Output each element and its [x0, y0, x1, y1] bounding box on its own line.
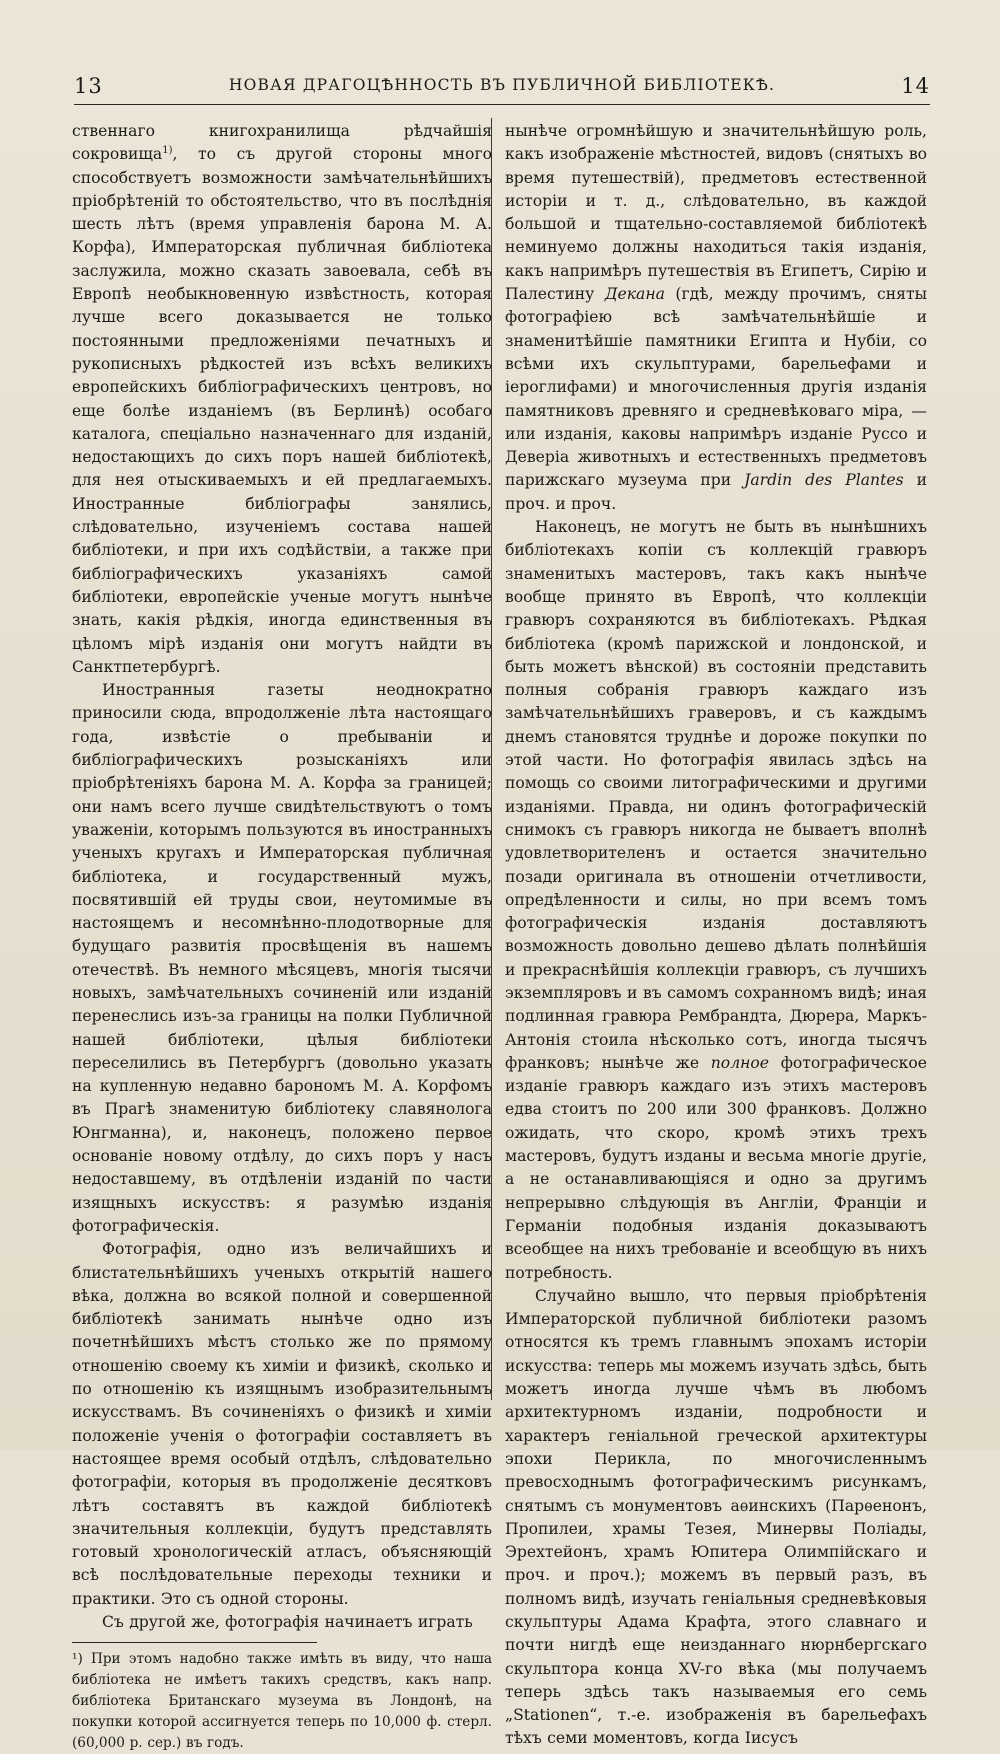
paragraph-text: Наконецъ, не могутъ не быть въ нынѣшнихъ библіотекахъ копіи съ коллекцій гравюръ знаменитыхъ мастеровъ, такъ какъ нынѣче вообще принято въ Европѣ, что коллекціи гравюръ сохраняются въ библіотекахъ. Рѣдкая библіотека (кромѣ парижской и лондонской, и быть можетъ вѣнской) въ состояніи представить полныя собранія гравюръ каждаго изъ замѣчательнѣйшихъ граверовъ, и съ каждымъ днемъ становятся труднѣе и дороже покупки по этой части. Но фотографія явилась здѣсь на помощь со своими литографическими и другими изданіями. Правда, ни одинъ фотографическій снимокъ съ гравюръ никогда не бываетъ вполнѣ удовлетворителенъ и остается значительно позади оригинала въ отношеніи отчетливости, опредѣленности и силы, но при всемъ томъ фотографическія изданія доставляютъ возможность довольно дешево дѣлать полнѣйшія и прекраснѣйшія коллекціи гравюръ, съ лучшихъ экземпляровъ и въ самомъ сохранномъ видѣ; иная подлинная гравюра Рембрандта, Дюрера, Маркъ-Антонія стоила нѣсколько сотъ, иногда тысячъ франковъ; нынѣче же [505, 518, 927, 1072]
paragraph-text: и проч. и проч. [505, 471, 927, 513]
footnote-rule [72, 1642, 317, 1643]
footnote-ref: 1) [162, 145, 173, 157]
paragraph-text: фотографическое изданіе гравюръ каждаго изъ этихъ мастеровъ едва стоитъ по 200 или 300 франковъ. Должно ожидать, что скоро, кромѣ этихъ трехъ мастеровъ, будутъ изданы и весьма многіе другіе, а не останавливающіяся и одно за другимъ непрерывно слѣдующія въ Англіи, Франціи и Германіи подобныя изданія доказываютъ всеобщее на нихъ требованіе и всеобщую въ нихъ потребность. [505, 1053, 927, 1282]
paragraph-text: (гдѣ, между прочимъ, сняты фотографіею всѣ замѣчательнѣйшіе и знаменитѣйшіе памятники Египта и Нубіи, со всѣми ихъ скульптурами, барельефами и іероглифами) и многочисленныя другія изданія памятниковъ древняго и средневѣковаго міра, — или изданія, каковы напримѣръ изданіе Руссо и Деверіа животныхъ и естественныхъ предметовъ парижскаго музеума при [505, 285, 927, 490]
italic-text: Jardin des Plantes [744, 471, 904, 490]
paragraph [505, 120, 927, 516]
right-column [505, 120, 927, 1751]
running-header [74, 74, 930, 105]
paragraph: Иностранныя газеты неоднократно приносили сюда, впродолженіе лѣта настоящаго года, извѣстіе о пребываніи и библіографическихъ розысканіяхъ или пріобрѣтеніяхъ барона М. А. Корфа за границей; они намъ всего лучше свидѣтельствуютъ о томъ уваженіи, которымъ пользуются въ иностранныхъ ученыхъ кругахъ и Императорская публичная библіотека, и государственный мужъ, посвятившій ей труды свои, неутомимые въ настоящемъ и несомнѣнно-плодотворные для будущаго развитія просвѣщенія въ нашемъ отечествѣ. Въ немного мѣсяцевъ, многія тысячи новыхъ, замѣчательныхъ сочиненій или изданій перенеслись изъ-за границы на полки Публичной нашей библіотеки, цѣлыя библіотеки переселились въ Петербургъ (довольно указать на купленную недавно барономъ М. А. Корфомъ въ Прагѣ знаменитую библіотеку славянолога Юнгманна), и, наконецъ, положено первое основаніе новому отдѣлу, до сихъ поръ у насъ недоставшему, въ отдѣленіи изданій по части изящныхъ искусствъ: я разумѣю изданія фотографическія. [72, 681, 492, 1235]
paragraph: Съ другой же, фотографія начинаетъ играть [102, 1613, 473, 1631]
page-number-right: 14 [901, 74, 930, 98]
paragraph: Случайно вышло, что первыя пріобрѣтенія Императорской публичной библіотеки разомъ относятся къ тремъ главнымъ эпохамъ исторіи искусства: теперь мы можемъ изучать здѣсь, быть можетъ иногда лучше чѣмъ въ любомъ архитектурномъ изданіи, подробности и характеръ геніальной греческой архитектуры эпохи Перикла, по многочисленнымъ превосходнымъ фотографическимъ рисункамъ, снятымъ съ монументовъ аѳинскихъ (Парѳенонъ, Пропилеи, храмы Тезея, Минервы Поліады, Эрехтейонъ, храмъ Юпитера Олимпійскаго и проч. и проч.); можемъ въ первый разъ, въ полномъ видѣ, изучать геніальныя средневѣковыя скульптуры Адама Крафта, этого славнаго и почти нигдѣ еще неизданнаго нюрнбергскаго скульптора конца XV-го вѣка (мы получаемъ теперь здѣсь такъ называемыя его семь „Stationen“, т.-е. изображенія въ барельефахъ тѣхъ семи моментовъ, когда Іисусъ [505, 1286, 927, 1748]
italic-text: полное [710, 1053, 770, 1072]
paragraph-text: ственнаго книгохранилища рѣдчайшія сокровища [72, 122, 492, 164]
paragraph [72, 120, 492, 679]
paragraph-text: нынѣче огромнѣйшую и значительнѣйшую роль, какъ изображеніе мѣстностей, видовъ (снятыхъ во время путешествій), предметовъ естественной исторіи и т. д., слѣдовательно, въ каждой большой и тщательно-составляемой библіотекѣ неминуемо должны находиться такія изданія, какъ напримѣръ путешествія въ Египетъ, Сирію и Палестину [505, 122, 927, 304]
paragraph: Фотографія, одно изъ величайшихъ и блистательнѣйшихъ ученыхъ открытій нашего вѣка, должна во всякой полной и совершенной библіотекѣ занимать нынѣче одно изъ почетнѣйшихъ мѣстъ столько же по прямому отношенію своему къ химіи и физикѣ, сколько и по отношенію къ изящнымъ изобразительнымъ искусствамъ. Въ сочиненіяхъ о физикѣ и химіи положеніе ученія о фотографіи составляетъ въ настоящее время особый отдѣлъ, слѣдовательно фотографіи, которыя въ продолженіе десятковъ лѣтъ составятъ въ каждой библіотекѣ значительныя коллекціи, будутъ представлять готовый хронологическій атласъ, объясняющій всѣ послѣдовательные переходы техники и практики. Это съ одной стороны. [72, 1240, 492, 1608]
footnote: ¹) При этомъ надобно также имѣть въ виду, что наша библіотека не имѣетъ такихъ средствъ, какъ напр. библіотека Британскаго музеума въ Лондонѣ, на покупки которой ассигнуется теперь по 10,000 ф. стерл. (60,000 р. сер.) въ годъ. [72, 1651, 492, 1752]
paragraph-text: , то съ другой стороны много способствуетъ возможности замѣчательнѣйшихъ пріобрѣтеній то обстоятельство, что въ послѣднія шесть лѣтъ (время управленія барона М. А. Корфа), Императорская публичная библіотека заслужила, можно сказать завоевала, себѣ въ Европѣ необыкновенную извѣстность, которая лучше всего доказывается не только постоянными предложеніями печатныхъ и рукописныхъ рѣдкостей изъ всѣхъ великихъ европейскихъ библіографическихъ центровъ, но еще болѣе изданіемъ (въ Берлинѣ) особаго каталога, спеціально назначеннаго для изданій, недостающихъ до сихъ поръ нашей библіотекѣ, для нея отыскиваемыхъ и ей предлагаемыхъ. Иностранные библіографы занялись, слѣдовательно, изученіемъ состава нашей библіотеки, и при ихъ содѣйствіи, а также при библіографическихъ указаніяхъ самой библіотеки, европейскіе ученые могутъ нынѣче знать, какія рѣдкія, иногда единственныя въ цѣломъ мірѣ изданія они могутъ найдти въ Санктпетербургѣ. [72, 145, 492, 676]
left-column [72, 120, 492, 1754]
italic-text: Декана [604, 285, 665, 304]
page-number-left: 13 [74, 74, 103, 98]
running-title: НОВАЯ ДРАГОЦѢННОСТЬ ВЪ ПУБЛИЧНОЙ БИБЛІОТЕКѢ. [228, 76, 776, 94]
paragraph [505, 516, 927, 1285]
